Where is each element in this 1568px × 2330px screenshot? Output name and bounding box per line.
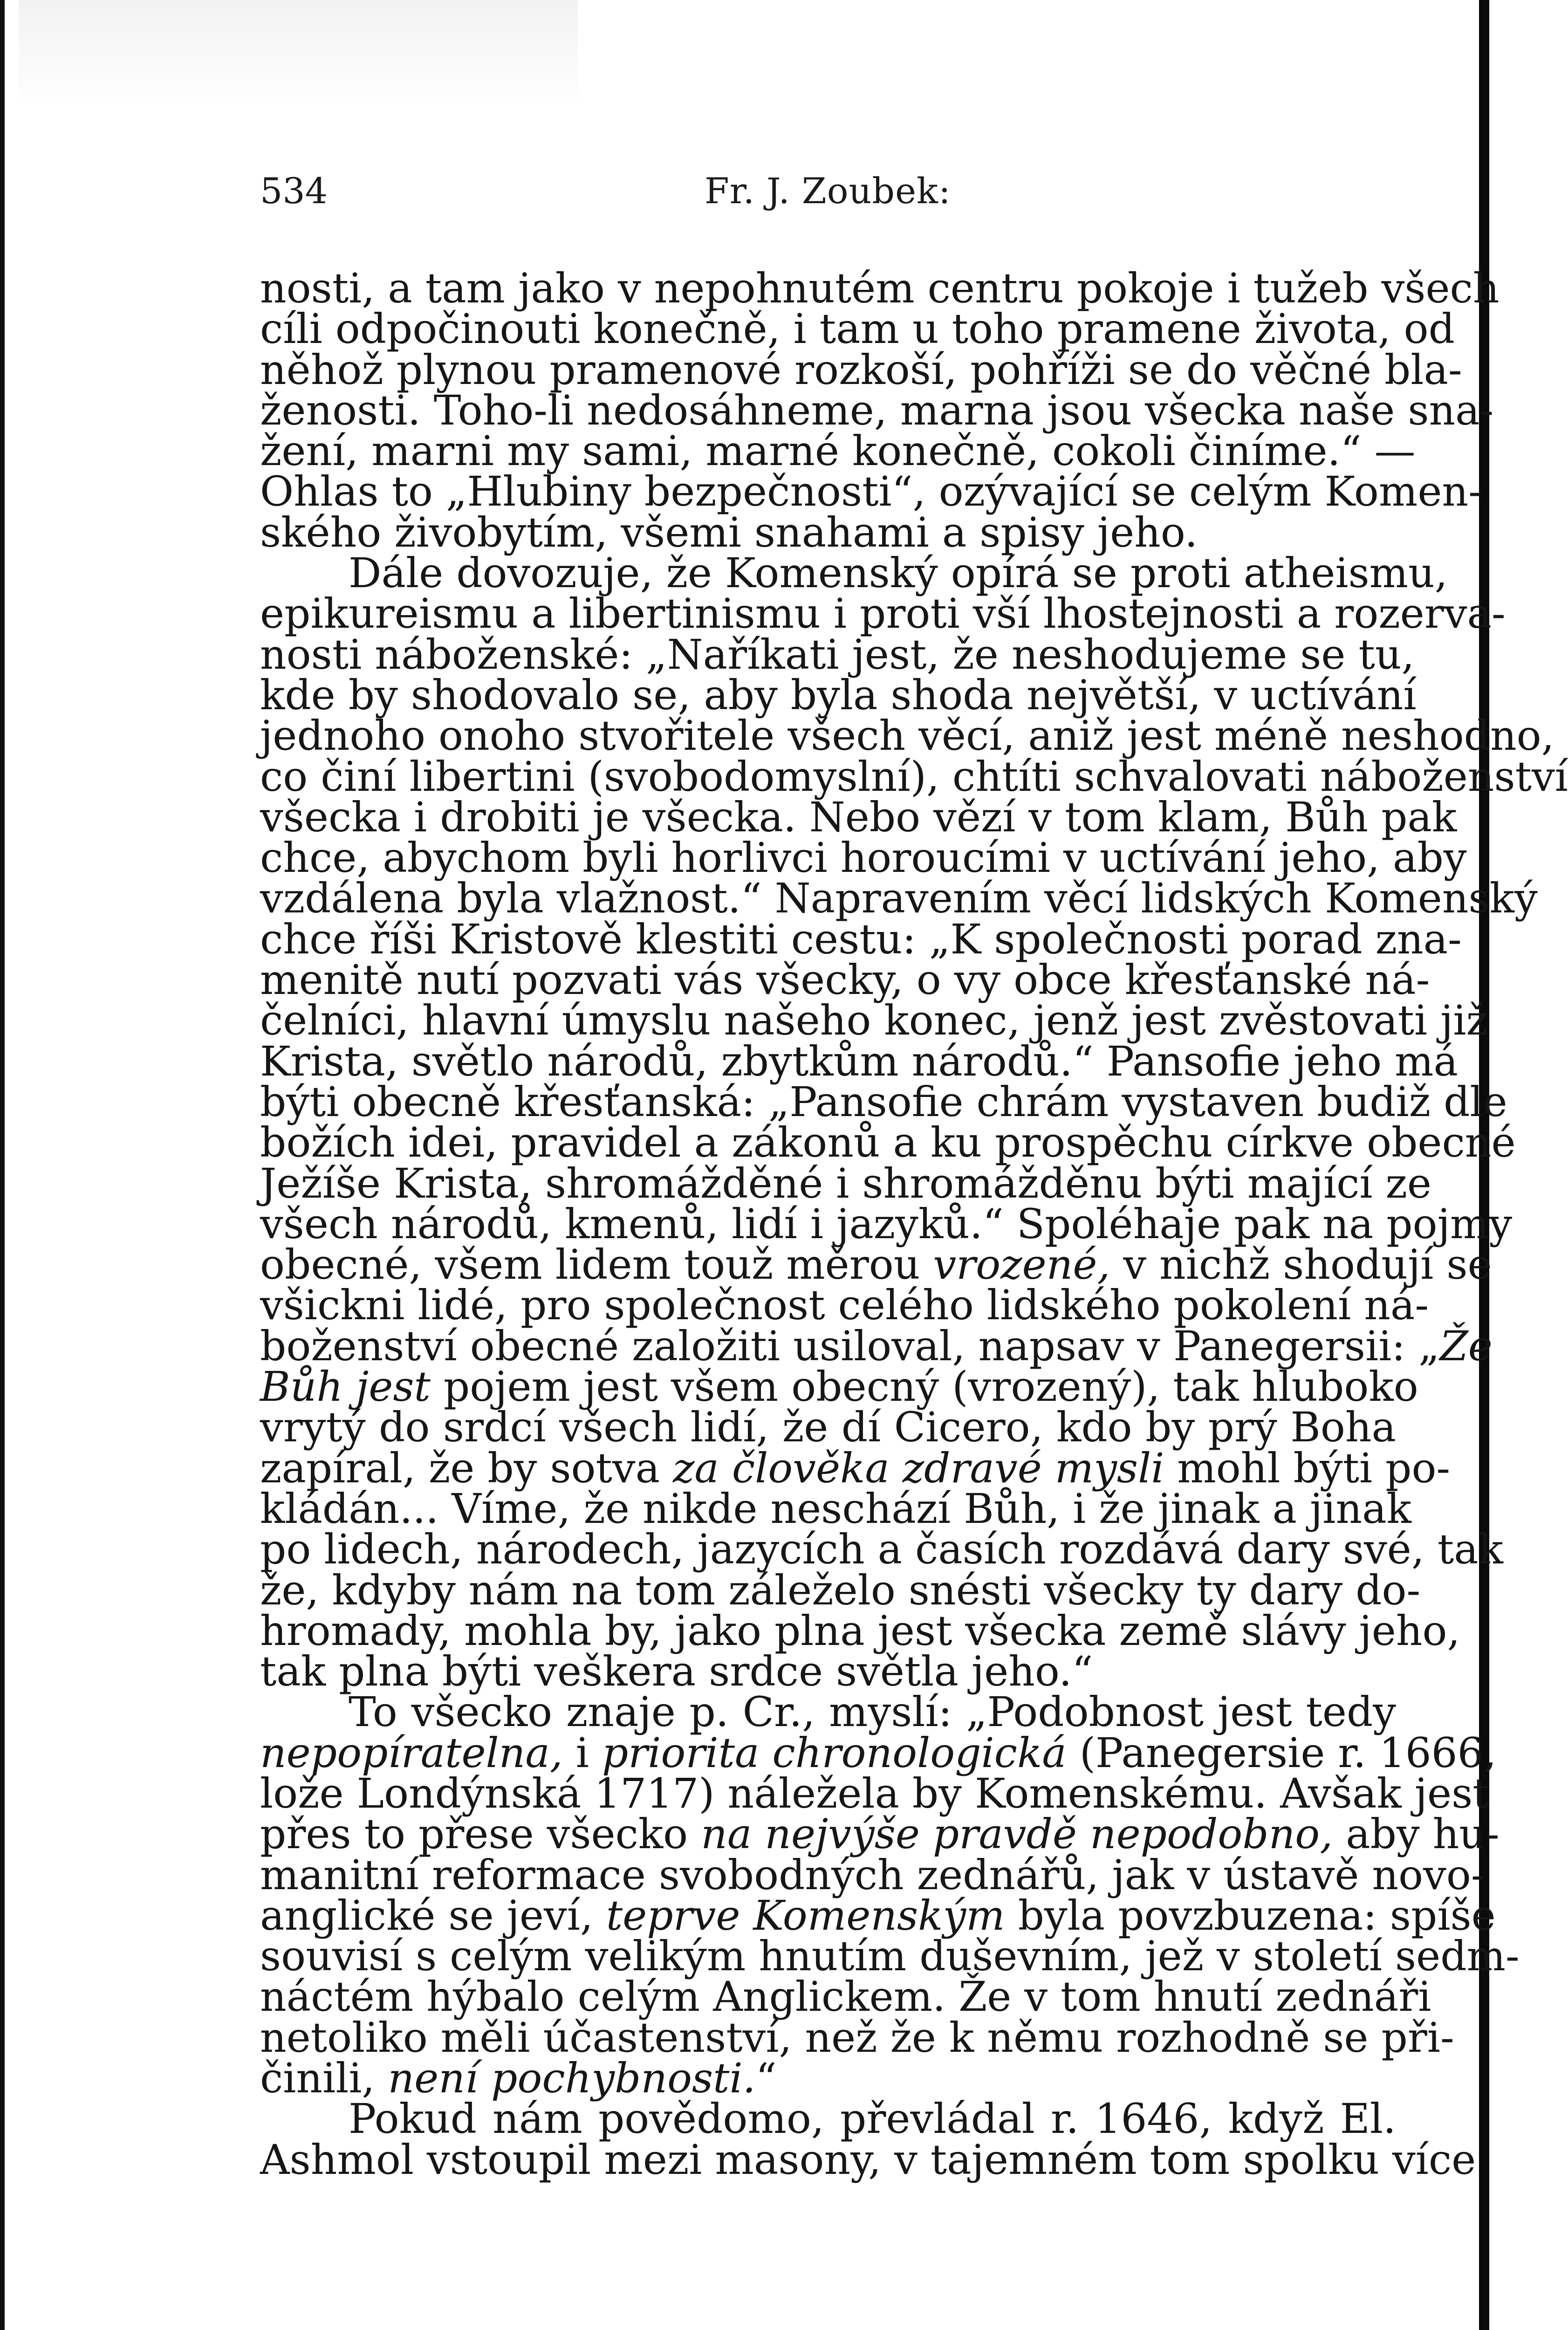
line-text: boženství obecné založiti usiloval, napsav v Panegersii: „ — [260, 1322, 1440, 1370]
text-line — [260, 915, 1462, 963]
line-text: obecné, všem lidem touž měrou — [260, 1240, 933, 1289]
text-line — [260, 996, 1488, 1045]
line-text: (Panegersie r. 1666, — [1066, 1728, 1497, 1777]
line-text: To všecko znaje p. Cr., myslí: „Podobnost jest tedy — [349, 1688, 1396, 1736]
text-line — [260, 1566, 1421, 1614]
line-text: že, kdyby nám na tom záleželo snésti všecky ty dary do- — [260, 1566, 1421, 1614]
text-line — [260, 1932, 1520, 1980]
line-text: božích idei, pravidel a zákonů a ku prospěchu církve obecné — [260, 1118, 1516, 1167]
text-line — [260, 427, 1416, 475]
line-text: něhož plynou pramenové rozkoší, pohříži se do věčné bla- — [260, 345, 1462, 394]
line-text: čelníci, hlavní úmyslu našeho konec, jenž jest zvěstovati již — [260, 996, 1488, 1045]
text-line — [260, 1118, 1516, 1167]
italic-text: priorita chronologická — [602, 1728, 1067, 1777]
scan-border-left — [0, 0, 5, 2330]
italic-text: teprve Komenským — [606, 1891, 1005, 1939]
text-line — [260, 1525, 1503, 1574]
line-text: nosti, a tam jako v nepohnutém centru pokoje i tužeb všech — [260, 264, 1500, 312]
line-text: chce, abychom byli horlivci horoucími v uctívání jeho, aby — [260, 834, 1467, 882]
line-text: cíli odpočinouti konečně, i tam u toho pramene života, od — [260, 305, 1455, 353]
page-number: 534 — [260, 170, 328, 212]
text-line — [260, 2054, 1396, 2103]
text-line — [260, 1769, 1489, 1817]
line-text: ského živobytím, všemi snahami a spisy jeho. — [260, 508, 1198, 556]
line-text: zapíral, že by sotva — [260, 1444, 673, 1492]
line-text: pojem jest všem obecný (vrozený), tak hluboko — [430, 1363, 1418, 1411]
line-text: všecka i drobiti je všecka. Nebo vězí v tom klam, Bůh pak — [260, 793, 1457, 841]
line-text: Krista, světlo národů, zbytkům národů.“ Pansofie jeho má — [260, 1037, 1458, 1085]
line-text: menitě nutí pozvati vás všecky, o vy obce křesťanské ná- — [260, 956, 1430, 1004]
line-text: Ježíše Krista, shromážděné i shromážděnu býti mající ze — [260, 1159, 1431, 1207]
line-text: Pokud nám povědomo, převládal r. 1646, když El. — [349, 2095, 1396, 2143]
text-line — [260, 386, 1494, 434]
text-line — [260, 1199, 1513, 1248]
text-line — [260, 1810, 1500, 1858]
line-text: Ohlas to „Hlubiny bezpečnosti“, ozývající se celým Komen- — [260, 467, 1482, 516]
text-line — [260, 874, 1538, 923]
text-line — [260, 1444, 1451, 1492]
text-line — [260, 1281, 1429, 1329]
text-line — [260, 1159, 1431, 1207]
line-text: i — [562, 1728, 602, 1777]
text-line — [260, 1363, 1418, 1411]
line-text: Ashmol vstoupil mezi masony, v tajemném tom spolku více — [260, 2135, 1476, 2184]
line-text: manitní reformace svobodných zednářů, jak v ústavě novo- — [260, 1850, 1485, 1899]
line-text: aby hu- — [1333, 1810, 1500, 1858]
body-text — [260, 264, 1568, 2184]
text-line — [260, 1891, 1496, 1939]
line-text: všech národů, kmenů, lidí i jazyků.“ Spoléhaje pak na pojmy — [260, 1199, 1513, 1248]
line-text: jednoho onoho stvořitele všech věcí, aniž jest méně neshodno, — [260, 712, 1554, 760]
scan-shading — [19, 0, 578, 107]
text-line — [260, 345, 1462, 394]
text-line — [260, 589, 1506, 638]
line-text: mohl býti po- — [1164, 1444, 1451, 1492]
text-line — [260, 752, 1568, 801]
line-text: kde by shodovalo se, aby byla shoda největší, v uctívání — [260, 671, 1417, 719]
line-text: po lidech, národech, jazycích a časích rozdává dary své, tak — [260, 1525, 1503, 1574]
line-text: vzdálena byla vlažnost.“ Napravením věcí lidských Komenský — [260, 874, 1538, 923]
text-line — [260, 1850, 1485, 1899]
line-text: v nichž shodují se — [1110, 1240, 1492, 1289]
line-text: netoliko měli účastenství, než že k němu rozhodně se při- — [260, 2013, 1454, 2062]
italic-text: za člověka zdravé mysli — [673, 1444, 1164, 1492]
italic-text: nepopíratelna, — [260, 1728, 563, 1777]
italic-text: není pochybnosti. — [388, 2054, 756, 2103]
line-text: kládán... Víme, že nikde neschází Bůh, i že jinak a jinak — [260, 1484, 1411, 1533]
line-text: byla povzbuzena: spíše — [1005, 1891, 1496, 1939]
text-line — [260, 1322, 1493, 1370]
page-header — [260, 168, 1397, 214]
text-line — [260, 2095, 1396, 2143]
text-line — [260, 1606, 1460, 1655]
text-line — [260, 1484, 1411, 1533]
text-line — [260, 956, 1430, 1004]
italic-text: Že — [1439, 1322, 1493, 1370]
text-line — [260, 1973, 1431, 2021]
line-text: tak plna býti veškera srdce světla jeho.“ — [260, 1647, 1093, 1696]
line-text: lože Londýnská 1717) náležela by Komenskému. Avšak jest — [260, 1769, 1489, 1817]
italic-text: vrozené, — [933, 1240, 1110, 1289]
line-text: co činí libertini (svobodomyslní), chtíti schvalovati náboženství — [260, 752, 1568, 801]
line-text: hromady, mohla by, jako plna jest všecka země slávy jeho, — [260, 1606, 1460, 1655]
italic-text: na nejvýše pravdě nepodobno, — [701, 1810, 1333, 1858]
text-line — [260, 1240, 1492, 1289]
text-line — [260, 2135, 1476, 2184]
line-text: činili, — [260, 2054, 388, 2103]
line-text: všickni lidé, pro společnost celého lidského pokolení ná- — [260, 1281, 1429, 1329]
line-text: přes to přese všecko — [260, 1810, 701, 1858]
text-line — [260, 2013, 1454, 2062]
text-line — [260, 264, 1500, 312]
text-line — [260, 1403, 1396, 1452]
text-line — [260, 549, 1448, 597]
line-text: býti obecně křesťanská: „Pansofie chrám vystaven budiž dle — [260, 1077, 1507, 1126]
text-line — [260, 834, 1467, 882]
line-text: anglické se jeví, — [260, 1891, 606, 1939]
text-line — [260, 671, 1417, 719]
line-text: vrytý do srdcí všech lidí, že dí Cicero, kdo by prý Boha — [260, 1403, 1396, 1452]
text-line — [260, 793, 1457, 841]
line-text: žení, marni my sami, marné konečně, cokoli činíme.“ — — [260, 427, 1416, 475]
text-line — [260, 630, 1415, 678]
line-text: Dále dovozuje, že Komenský opírá se proti atheismu, — [349, 549, 1448, 597]
text-line — [260, 1037, 1458, 1085]
text-line — [260, 305, 1455, 353]
text-line — [260, 1728, 1497, 1777]
running-head: Fr. J. Zoubek: — [705, 170, 951, 212]
line-text: epikureismu a libertinismu i proti vší lhostejnosti a rozerva- — [260, 589, 1506, 638]
text-line — [260, 1688, 1396, 1736]
text-line — [260, 1647, 1396, 1696]
line-text: souvisí s celým velikým hnutím duševním, jež v století sedm- — [260, 1932, 1520, 1980]
line-text: chce říši Kristově klestiti cestu: „K společnosti porad zna- — [260, 915, 1462, 963]
text-line — [260, 1077, 1507, 1126]
line-text: náctém hýbalo celým Anglickem. Že v tom hnutí zednáři — [260, 1973, 1431, 2021]
line-text: nosti náboženské: „Naříkati jest, že neshodujeme se tu, — [260, 630, 1415, 678]
italic-text: Bůh jest — [260, 1363, 431, 1411]
line-text: ženosti. Toho-li nedosáhneme, marna jsou všecka naše sna- — [260, 386, 1494, 434]
text-line — [260, 712, 1554, 760]
text-line — [260, 467, 1482, 516]
text-line — [260, 508, 1396, 556]
line-text: “ — [755, 2054, 777, 2103]
